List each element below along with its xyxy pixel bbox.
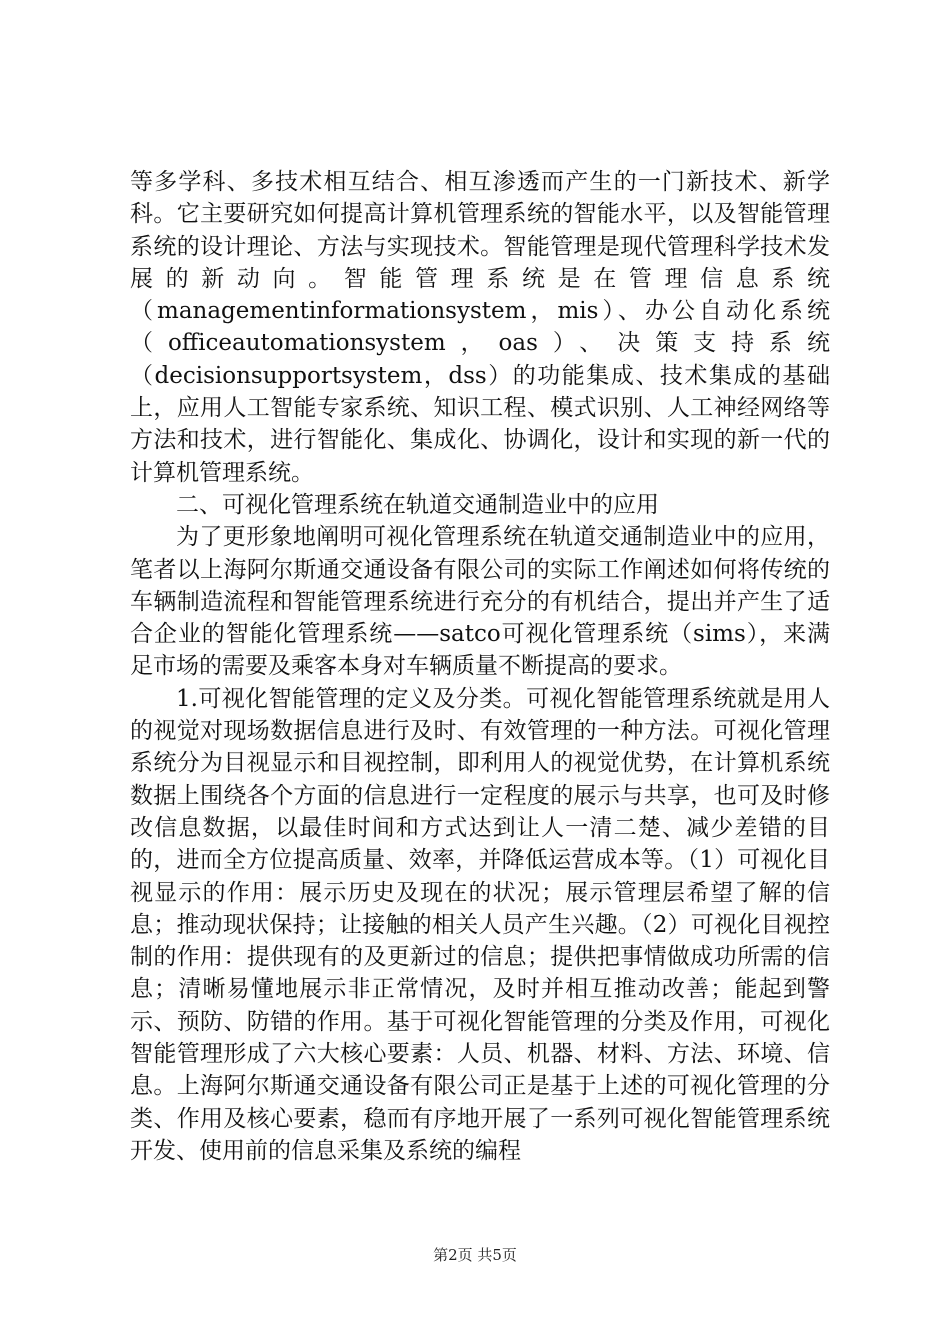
document-body: [130, 166, 830, 1167]
section-heading: 二、可视化管理系统在轨道交通制造业中的应用: [176, 491, 659, 518]
paragraph-continuation: 等多学科、多技术相互结合、相互渗透而产生的一门新技术、新学科。它主要研究如何提高计算机管理系统的智能水平，以及智能管理系统的设计理论、方法与实现技术。智能管理是现代管理科学技术发展的新动向。智能管理系统是在管理信息系统（managementinformationsystem，mis）、办公自动化系统（officeautomationsystem，oas）、决策支持系统（decisionsupportsystem，dss）的功能集成、技术集成的基础上，应用人工智能专家系统、知识工程、模式识别、人工神经网络等方法和技术，进行智能化、集成化、协调化，设计和实现的新一代的计算机管理系统。: [130, 169, 830, 486]
page-number-footer: 第2页 共5页: [433, 1246, 517, 1264]
paragraph: 1.可视化智能管理的定义及分类。可视化智能管理系统就是用人的视觉对现场数据信息进行及时、有效管理的一种方法。可视化管理系统分为目视显示和目视控制，即利用人的视觉优势，在计算机系统数据上围绕各个方面的信息进行一定程度的展示与共享，也可及时修改信息数据，以最佳时间和方式达到让人一清二楚、减少差错的目的，进而全方位提高质量、效率，并降低运营成本等。（1）可视化目视显示的作用：展示历史及现在的状况；展示管理层希望了解的信息；推动现状保持；让接触的相关人员产生兴趣。（2）可视化目视控制的作用：提供现有的及更新过的信息；提供把事情做成功所需的信息；清晰易懂地展示非正常情况，及时并相互推动改善；能起到警示、预防、防错的作用。基于可视化智能管理的分类及作用，可视化智能管理形成了六大核心要素：人员、机器、材料、方法、环境、信息。上海阿尔斯通交通设备有限公司正是基于上述的可视化管理的分类、作用及核心要素，稳而有序地开展了一系列可视化智能管理系统开发、使用前的信息采集及系统的编程: [130, 685, 830, 1164]
paragraph: 为了更形象地阐明可视化管理系统在轨道交通制造业中的应用，笔者以上海阿尔斯通交通设备有限公司的实际工作阐述如何将传统的车辆制造流程和智能管理系统进行充分的有机结合，提出并产生了适合企业的智能化管理系统——satco可视化管理系统（sims），来满足市场的需要及乘客本身对车辆质量不断提高的要求。: [130, 524, 830, 680]
